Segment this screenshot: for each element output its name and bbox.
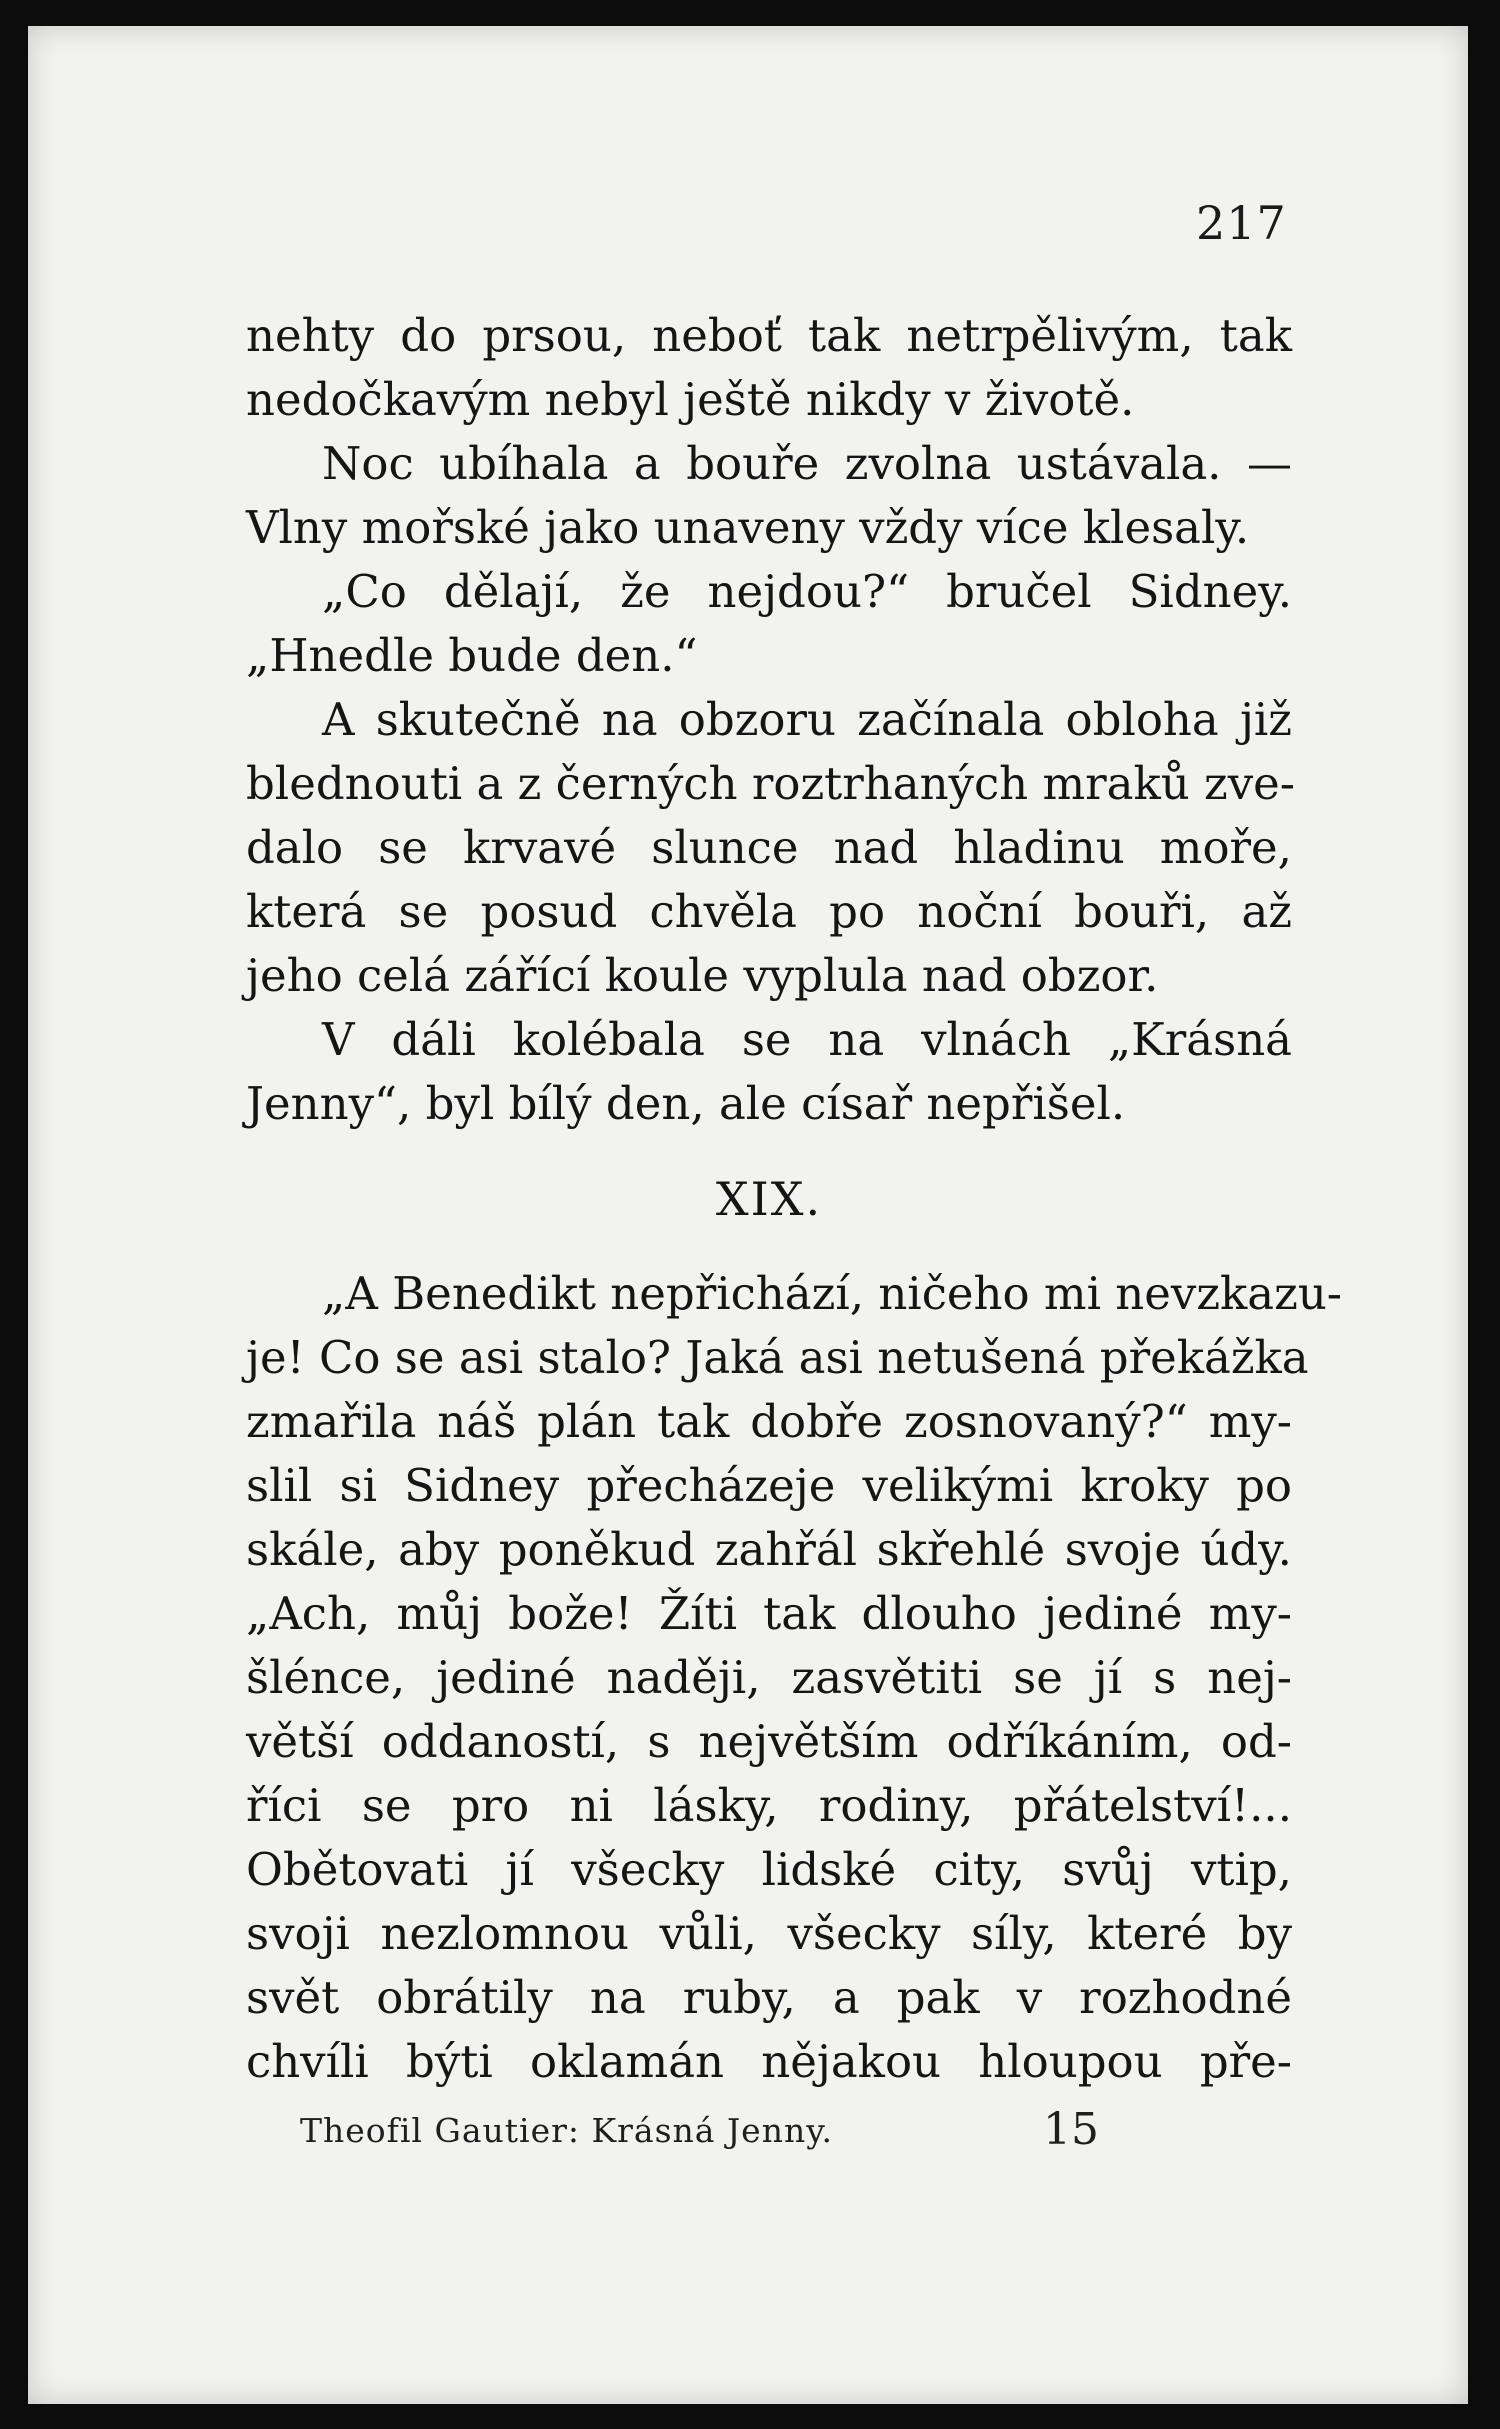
text-line: V dáli kolébala se na vlnách „Krásná (322, 1013, 1292, 1066)
text-line: Vlny mořské jako unaveny vždy více klesaly. (246, 501, 1250, 554)
text-line: slil si Sidney přecházeje velikými kroky po (246, 1459, 1292, 1512)
text-line: svět obrátily na ruby, a pak v rozhodné (246, 1971, 1292, 2024)
chapter-heading: XIX. (715, 1172, 823, 1226)
body-text (246, 304, 1343, 2094)
sheet-number: 15 (1043, 2104, 1099, 2155)
text-line: říci se pro ni lásky, rodiny, přátelství!... (246, 1779, 1292, 1832)
text-line: „A Benedikt nepřichází, ničeho mi nevzkazu- (322, 1267, 1343, 1320)
footer-signature: Theofil Gautier: Krásná Jenny. (300, 2111, 833, 2150)
page-number: 217 (1196, 196, 1287, 250)
text-line: „Co dělají, že nejdou?“ bručel Sidney. (322, 565, 1292, 618)
text-line: „Ach, můj bože! Žíti tak dlouho jediné my- (246, 1587, 1292, 1640)
text-line: Noc ubíhala a bouře zvolna ustávala. — (322, 437, 1292, 490)
text-line: svoji nezlomnou vůli, všecky síly, které by (246, 1907, 1292, 1960)
text-line: zmařila náš plán tak dobře zosnovaný?“ my- (246, 1395, 1292, 1448)
text-line: dalo se krvavé slunce nad hladinu moře, (246, 821, 1292, 874)
text-line: nehty do prsou, neboť tak netrpělivým, tak (246, 309, 1292, 362)
text-line: „Hnedle bude den.“ (246, 629, 698, 682)
text-line: je! Co se asi stalo? Jaká asi netušená překážka (246, 1331, 1309, 1384)
text-line: jeho celá zářící koule vyplula nad obzor. (246, 949, 1159, 1002)
text-line: Jenny“, byl bílý den, ale císař nepřišel. (246, 1077, 1126, 1130)
text-line: šlénce, jediné naději, zasvětiti se jí s nej- (246, 1651, 1292, 1704)
text-line: nedočkavým nebyl ještě nikdy v životě. (246, 373, 1135, 426)
text-line: skále, aby poněkud zahřál skřehlé svoje údy. (246, 1523, 1292, 1576)
text-line: blednouti a z černých roztrhaných mraků zve- (246, 757, 1295, 810)
text-line: která se posud chvěla po noční bouři, až (246, 885, 1292, 938)
text-line: A skutečně na obzoru začínala obloha již (322, 693, 1292, 746)
book-page (28, 26, 1468, 2404)
text-line: větší oddaností, s největším odříkáním, od- (246, 1715, 1292, 1768)
text-line: Obětovati jí všecky lidské city, svůj vtip, (246, 1843, 1292, 1896)
text-line: chvíli býti oklamán nějakou hloupou pře- (246, 2035, 1292, 2088)
